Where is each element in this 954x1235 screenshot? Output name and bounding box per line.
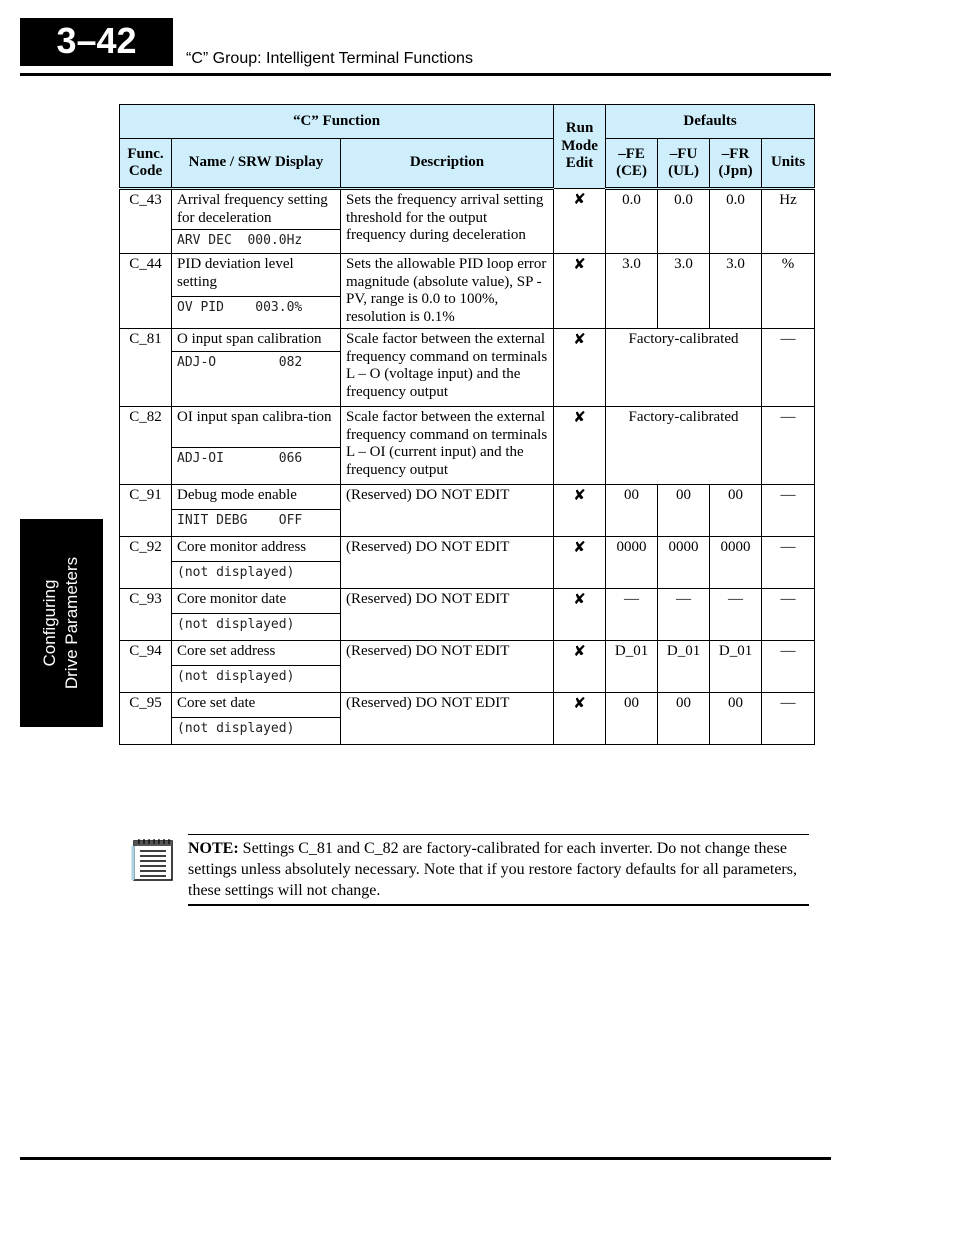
table-row	[120, 641, 815, 666]
default-fu: 3.0	[658, 254, 710, 329]
header-fr: –FR (Jpn)	[710, 139, 762, 189]
run-mode-edit-mark: ✘	[554, 537, 606, 589]
default-fe: 3.0	[606, 254, 658, 329]
side-tab-line2: Drive Parameters	[62, 556, 81, 690]
param-description: Sets the frequency arrival setting threshold for the output frequency during deceleration	[341, 189, 554, 254]
default-fu: D_01	[658, 641, 710, 693]
param-units: —	[762, 589, 815, 641]
note-rule-bottom	[188, 904, 809, 906]
param-name: PID deviation level setting	[172, 254, 341, 297]
param-description: (Reserved) DO NOT EDIT	[341, 537, 554, 589]
param-units: —	[762, 407, 815, 485]
param-description: (Reserved) DO NOT EDIT	[341, 641, 554, 693]
header-func-code: Func. Code	[120, 139, 172, 189]
default-fe: 0000	[606, 537, 658, 589]
default-fr: 0000	[710, 537, 762, 589]
run-mode-edit-mark: ✘	[554, 254, 606, 329]
srw-display: (not displayed)	[172, 614, 341, 641]
param-description: (Reserved) DO NOT EDIT	[341, 589, 554, 641]
default-fr: D_01	[710, 641, 762, 693]
default-fe: 00	[606, 485, 658, 537]
header-rule	[20, 73, 831, 76]
table-row	[120, 407, 815, 448]
param-description: Sets the allowable PID loop error magnitude (absolute value), SP - PV, range is 0.0 to 100%, resolution is 0.1%	[341, 254, 554, 329]
header-run-mode-edit: Run Mode Edit	[554, 105, 606, 189]
run-mode-edit-mark: ✘	[554, 641, 606, 693]
note-body: Settings C_81 and C_82 are factory-calibrated for each inverter. Do not change these settings unless absolutely necessary. Note that if you restore factory defaults for all parameters, these settings will not change.	[188, 840, 797, 899]
srw-display: INIT DEBG OFF	[172, 510, 341, 537]
param-description: (Reserved) DO NOT EDIT	[341, 485, 554, 537]
param-description: Scale factor between the external frequency command on terminals L – O (voltage input) and the frequency output	[341, 329, 554, 407]
section-side-tab	[20, 519, 103, 727]
default-fe: D_01	[606, 641, 658, 693]
srw-display: OV PID 003.0%	[172, 296, 341, 328]
func-code: C_91	[120, 485, 172, 537]
param-name: Core monitor date	[172, 589, 341, 614]
notepad-icon	[131, 836, 175, 882]
table-row	[120, 329, 815, 352]
header-c-function: “C” Function	[120, 105, 554, 139]
default-fu: 00	[658, 485, 710, 537]
default-fr: 3.0	[710, 254, 762, 329]
param-units: %	[762, 254, 815, 329]
param-name: Core set address	[172, 641, 341, 666]
func-code: C_92	[120, 537, 172, 589]
header-units: Units	[762, 139, 815, 189]
srw-display: (not displayed)	[172, 666, 341, 693]
func-code: C_94	[120, 641, 172, 693]
param-name: OI input span calibra-tion	[172, 407, 341, 448]
default-fe: 0.0	[606, 189, 658, 254]
default-factory-calibrated: Factory-calibrated	[606, 329, 762, 407]
func-code: C_93	[120, 589, 172, 641]
param-units: Hz	[762, 189, 815, 254]
default-fe: 00	[606, 693, 658, 745]
footer-rule	[20, 1157, 831, 1160]
header-description: Description	[341, 139, 554, 189]
default-fr: 00	[710, 693, 762, 745]
note-rule-top	[188, 834, 809, 835]
default-fu: 00	[658, 693, 710, 745]
param-name: O input span calibration	[172, 329, 341, 352]
run-mode-edit-mark: ✘	[554, 589, 606, 641]
param-units: —	[762, 641, 815, 693]
param-units: —	[762, 693, 815, 745]
default-fr: —	[710, 589, 762, 641]
table-row	[120, 189, 815, 230]
side-tab-line1: Configuring	[40, 579, 59, 667]
header-name-srw: Name / SRW Display	[172, 139, 341, 189]
srw-display: ADJ-O 082	[172, 352, 341, 407]
default-fu: 0.0	[658, 189, 710, 254]
param-description: (Reserved) DO NOT EDIT	[341, 693, 554, 745]
header-fu: –FU (UL)	[658, 139, 710, 189]
srw-display: (not displayed)	[172, 562, 341, 589]
srw-display: ADJ-OI 066	[172, 448, 341, 485]
param-units: —	[762, 485, 815, 537]
func-code: C_81	[120, 329, 172, 407]
run-mode-edit-mark: ✘	[554, 693, 606, 745]
param-units: —	[762, 329, 815, 407]
page-number: 3–42	[20, 18, 173, 66]
note-label: NOTE:	[188, 840, 239, 857]
default-fu: —	[658, 589, 710, 641]
run-mode-edit-mark: ✘	[554, 407, 606, 485]
func-code: C_43	[120, 189, 172, 254]
func-code: C_95	[120, 693, 172, 745]
default-fr: 00	[710, 485, 762, 537]
side-tab-label	[39, 557, 83, 689]
srw-display: ARV DEC 000.0Hz	[172, 230, 341, 254]
default-fr: 0.0	[710, 189, 762, 254]
param-name: Arrival frequency setting for deceleration	[172, 189, 341, 230]
parameter-table	[119, 104, 815, 745]
param-name: Core set date	[172, 693, 341, 718]
run-mode-edit-mark: ✘	[554, 329, 606, 407]
func-code: C_44	[120, 254, 172, 329]
param-name: Debug mode enable	[172, 485, 341, 510]
param-units: —	[762, 537, 815, 589]
note-paragraph	[188, 838, 810, 901]
param-description: Scale factor between the external frequency command on terminals L – OI (current input) and the frequency output	[341, 407, 554, 485]
table-row	[120, 537, 815, 562]
default-fe: —	[606, 589, 658, 641]
param-name: Core monitor address	[172, 537, 341, 562]
header-fe: –FE (CE)	[606, 139, 658, 189]
default-factory-calibrated: Factory-calibrated	[606, 407, 762, 485]
page-header-title: “C” Group: Intelligent Terminal Functions	[186, 50, 473, 67]
srw-display: (not displayed)	[172, 718, 341, 745]
run-mode-edit-mark: ✘	[554, 485, 606, 537]
table-row	[120, 589, 815, 614]
table-row	[120, 485, 815, 510]
run-mode-edit-mark: ✘	[554, 189, 606, 254]
default-fu: 0000	[658, 537, 710, 589]
table-row	[120, 693, 815, 718]
header-defaults: Defaults	[606, 105, 815, 139]
func-code: C_82	[120, 407, 172, 485]
table-row	[120, 254, 815, 297]
